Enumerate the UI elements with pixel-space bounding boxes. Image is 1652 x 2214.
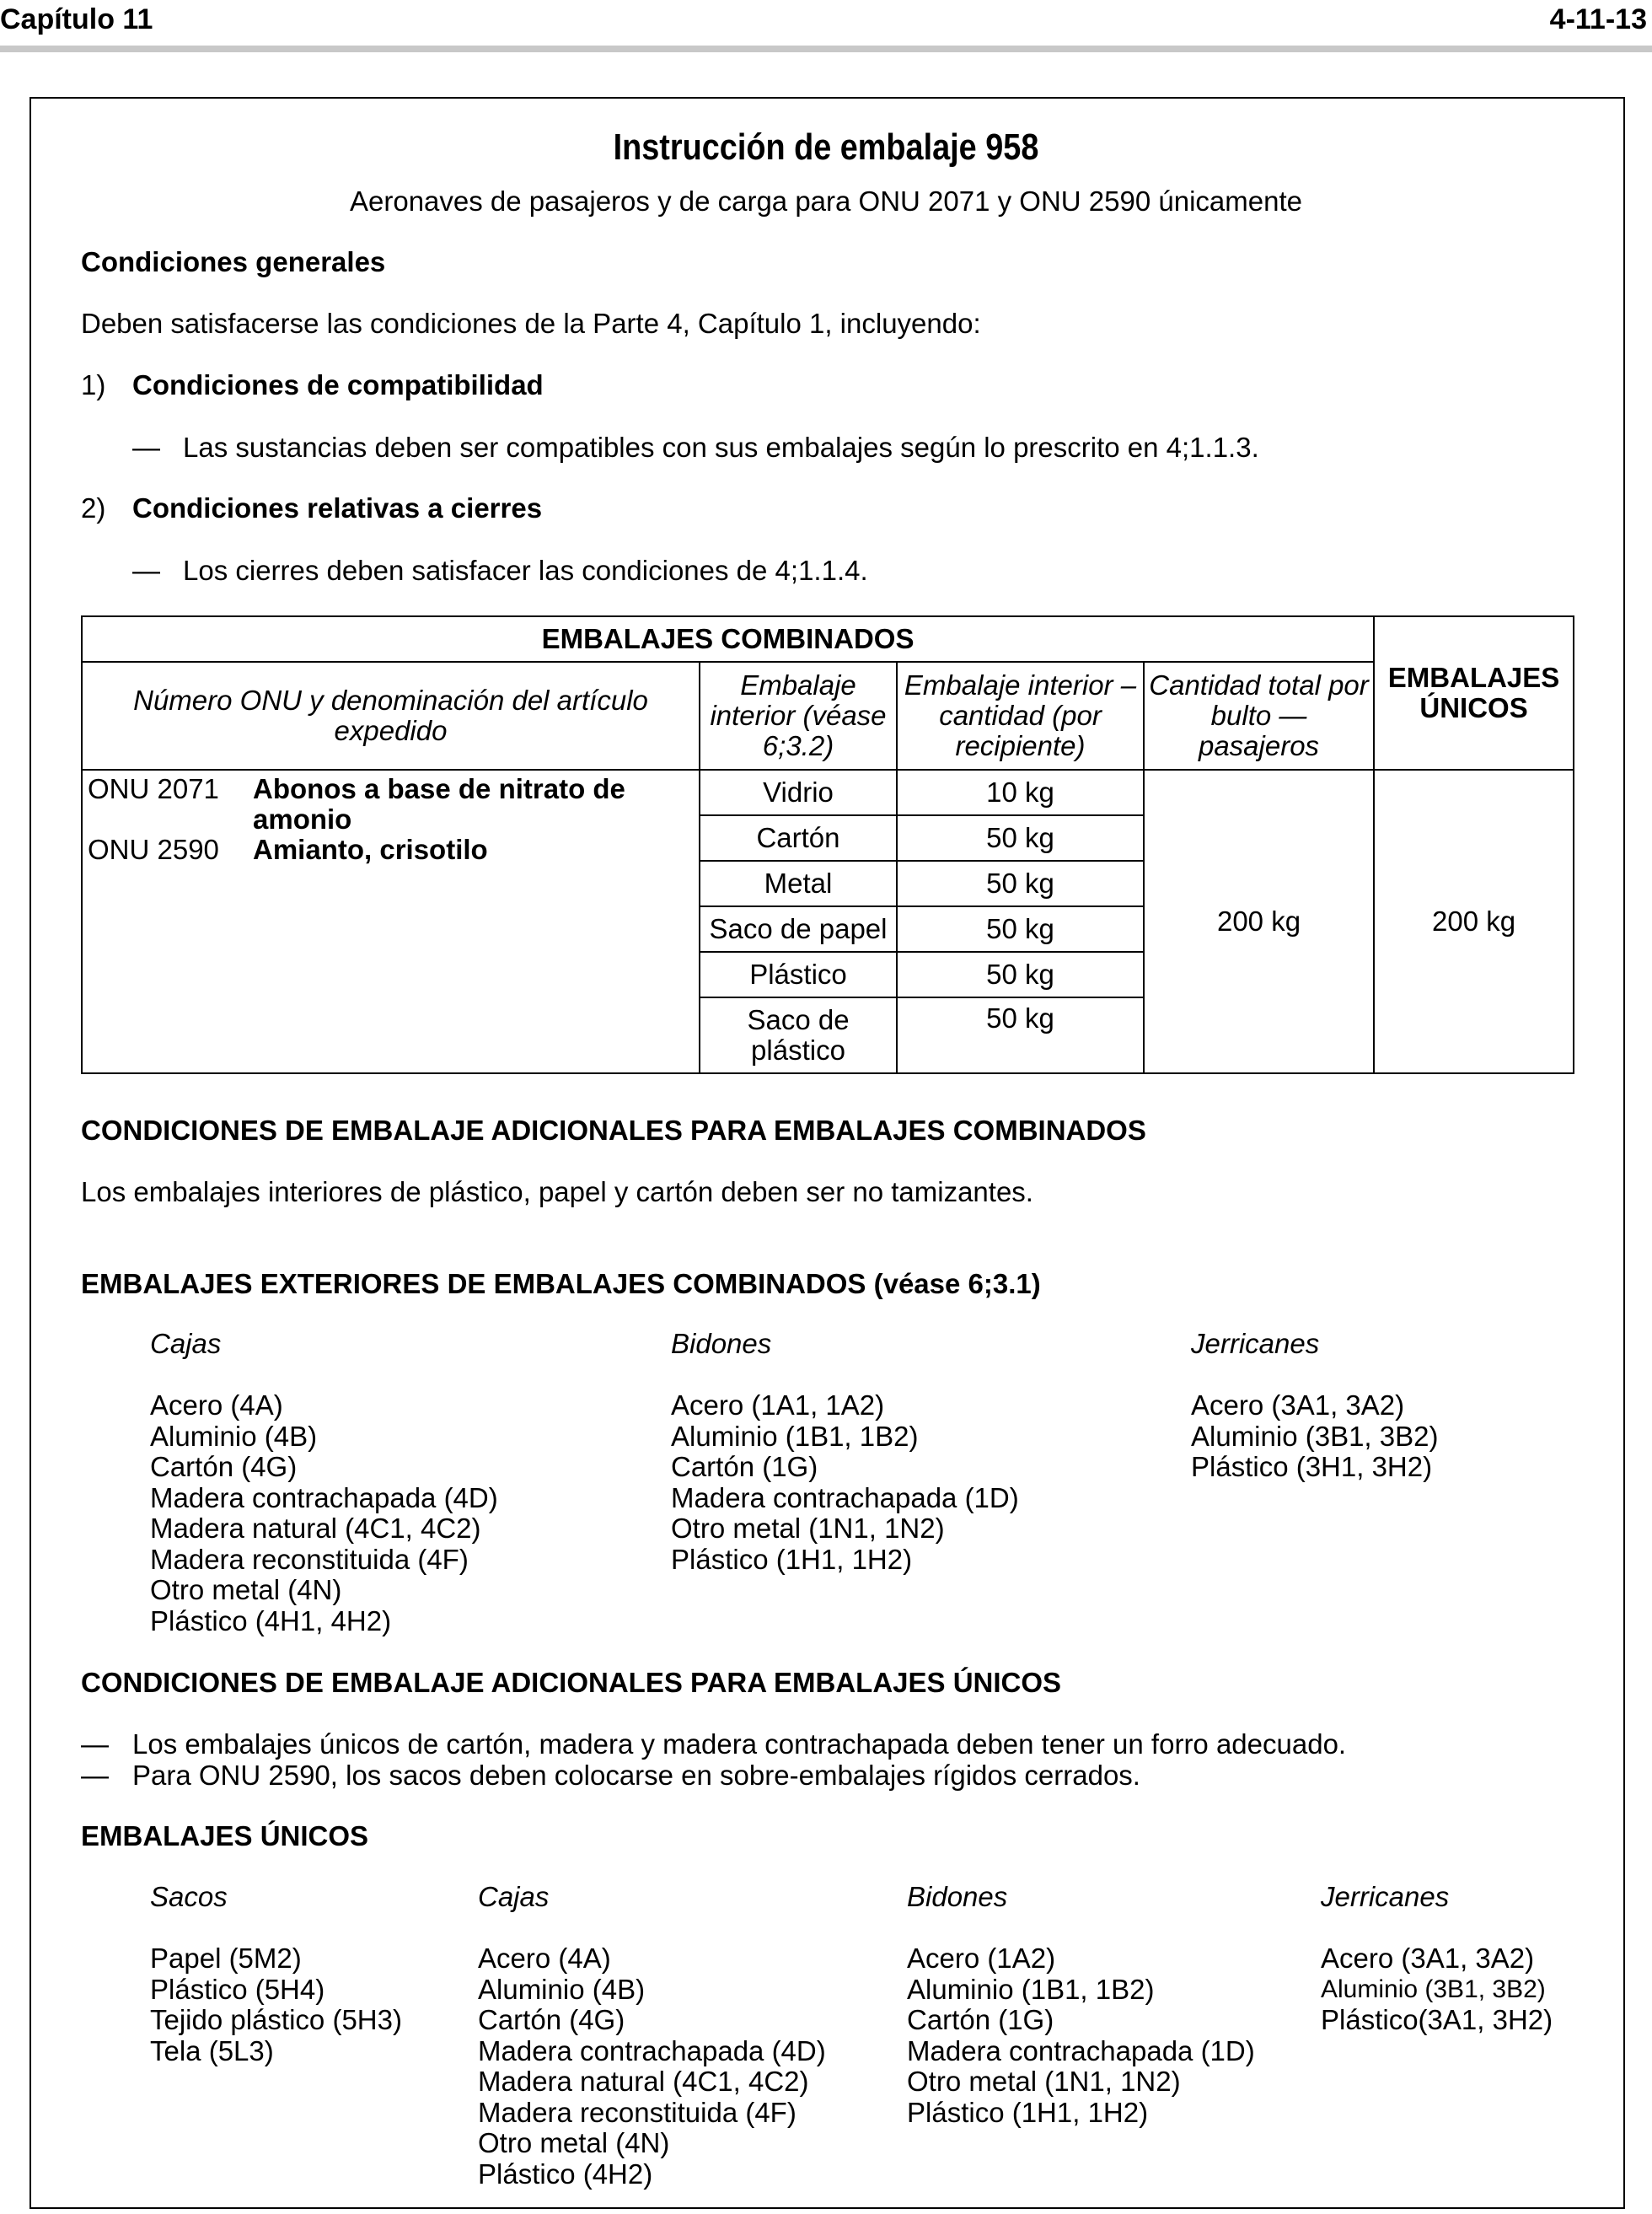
list-item: Aluminio (3B1, 3B2) [1191,1420,1439,1452]
col-un-header: Número ONU y denominación del artículo expedido [82,662,700,770]
page-number: 4-11-13 [1549,3,1647,35]
single-column-jerricans [1321,1882,1553,2036]
list-item: Acero (4A) [150,1389,283,1421]
column-title: Sacos [150,1881,228,1912]
list-item: Cartón (4G) [478,2004,625,2035]
list-item: Otro metal (4N) [150,1574,342,1605]
un-entries-cell [82,770,700,1073]
outer-packagings-heading: EMBALAJES EXTERIORES DE EMBALAJES COMBINADOS (véase 6;3.1) [81,1268,1041,1299]
proper-shipping-name: Amianto, crisotilo [253,834,488,865]
list-item: Plástico (1H1, 1H2) [671,1543,913,1575]
inner-packaging-cell: Vidrio [700,770,897,815]
list-item: Cartón (1G) [671,1451,818,1482]
additional-single-heading: CONDICIONES DE EMBALAJE ADICIONALES PARA EMBALAJES ÚNICOS [81,1667,1062,1698]
column-title: Bidones [671,1328,772,1359]
item-1-dash: — [132,432,160,463]
item-2-text: Los cierres deben satisfacer las condiciones de 4;1.1.4. [183,555,868,586]
column-title: Jerricanes [1191,1328,1320,1359]
outer-column-jerricans [1191,1329,1438,1483]
additional-single-text-1: Los embalajes únicos de cartón, madera y madera contrachapada deben tener un forro adecuado. [132,1728,1347,1760]
inner-qty-cell: 50 kg [897,815,1144,861]
inner-qty-cell: 50 kg [897,997,1144,1073]
list-item: Plástico (1H1, 1H2) [907,2096,1149,2128]
outer-column-boxes [150,1329,498,1636]
col-inner-header: Embalaje interior (véase 6;3.2) [700,662,897,770]
item-2-title: Condiciones relativas a cierres [132,492,543,524]
list-item: Otro metal (1N1, 1N2) [671,1513,945,1544]
inner-packaging-cell: Saco de plástico [700,997,897,1073]
item-1-text: Las sustancias deben ser compatibles con sus embalajes según lo prescrito en 4;1.1.3. [183,432,1259,463]
list-item: Aluminio (1B1, 1B2) [671,1420,919,1452]
inner-qty-cell: 10 kg [897,770,1144,815]
list-item: Acero (1A2) [907,1943,1056,1974]
proper-shipping-name: Abonos a base de nitrato de amonio [253,773,625,835]
single-column-boxes [478,1882,826,2190]
list-item: Plástico(3A1, 3H2) [1321,2004,1553,2035]
un-number: ONU 2590 [88,834,219,865]
additional-single-text-2: Para ONU 2590, los sacos deben colocarse en sobre-embalajes rígidos cerrados. [132,1760,1140,1791]
column-title: Jerricanes [1321,1881,1450,1912]
list-item: Plástico (5H4) [150,1973,325,2005]
col-total-header: Cantidad total por bulto — pasajeros [1144,662,1374,770]
column-title: Bidones [907,1881,1008,1912]
total-passengers-cell: 200 kg [1144,770,1374,1073]
inner-packaging-cell: Cartón [700,815,897,861]
inner-packaging-cell: Metal [700,861,897,906]
list-item: Madera contrachapada (4D) [478,2034,826,2066]
list-item: Madera contrachapada (1D) [907,2034,1255,2066]
page-title: Instrucción de embalaje 958 [613,126,1039,168]
header-divider [0,46,1652,52]
list-item: Madera reconstituida (4F) [150,1543,469,1575]
general-heading: Condiciones generales [81,246,386,277]
list-item: Aluminio (4B) [150,1420,318,1452]
single-packagings-header: EMBALAJES ÚNICOS [1374,616,1574,770]
list-item: Cartón (4G) [150,1451,298,1482]
single-qty-cell: 200 kg [1374,770,1574,1073]
list-item: Plástico (4H1, 4H2) [150,1604,392,1636]
list-item: Acero (3A1, 3A2) [1191,1389,1405,1421]
list-item: Madera contrachapada (4D) [150,1481,498,1513]
list-item: Madera natural (4C1, 4C2) [478,2066,809,2097]
list-item: Plástico (3H1, 3H2) [1191,1451,1433,1482]
list-item: Aluminio (1B1, 1B2) [907,1973,1155,2005]
item-2-dash: — [132,555,160,586]
inner-qty-cell: 50 kg [897,952,1144,997]
list-item: Madera natural (4C1, 4C2) [150,1513,481,1544]
page-subtitle: Aeronaves de pasajeros y de carga para ONU 2071 y ONU 2590 únicamente [350,185,1302,217]
packing-table [81,615,1574,1074]
inner-qty-cell: 50 kg [897,861,1144,906]
single-column-drums [907,1882,1255,2128]
outer-column-drums [671,1329,1019,1575]
list-item: Cartón (1G) [907,2004,1054,2035]
additional-single-dash-2: — [81,1760,109,1791]
list-item: Tela (5L3) [150,2034,274,2066]
inner-packaging-cell: Saco de papel [700,906,897,952]
general-intro: Deben satisfacerse las condiciones de la Parte 4, Capítulo 1, incluyendo: [81,308,981,339]
un-number: ONU 2071 [88,773,219,804]
list-item: Madera contrachapada (1D) [671,1481,1019,1513]
single-packagings-heading: EMBALAJES ÚNICOS [81,1820,369,1851]
list-item: Acero (1A1, 1A2) [671,1389,885,1421]
list-item: Acero (3A1, 3A2) [1321,1943,1535,1974]
inner-packaging-cell: Plástico [700,952,897,997]
list-item: Tejido plástico (5H3) [150,2004,402,2035]
list-item: Aluminio (4B) [478,1973,646,2005]
chapter-label: Capítulo 11 [0,3,153,35]
inner-qty-cell: 50 kg [897,906,1144,952]
list-item: Plástico (4H2) [478,2158,653,2190]
column-title: Cajas [478,1881,550,1912]
additional-combined-text: Los embalajes interiores de plástico, papel y cartón deben ser no tamizantes. [81,1176,1033,1207]
list-item: Aluminio (3B1, 3B2) [1321,1975,1546,2003]
column-title: Cajas [150,1328,222,1359]
single-column-bags [150,1882,402,2066]
list-item: Madera reconstituida (4F) [478,2096,796,2128]
additional-combined-heading: CONDICIONES DE EMBALAJE ADICIONALES PARA EMBALAJES COMBINADOS [81,1115,1146,1146]
list-item: Papel (5M2) [150,1943,302,1974]
additional-single-dash-1: — [81,1728,109,1760]
col-qty-header: Embalaje interior – cantidad (por recipiente) [897,662,1144,770]
item-1-number: 1) [81,369,106,400]
list-item: Otro metal (4N) [478,2127,670,2158]
list-item: Otro metal (1N1, 1N2) [907,2066,1181,2097]
item-1-title: Condiciones de compatibilidad [132,369,544,400]
combined-packagings-header: EMBALAJES COMBINADOS [82,616,1374,662]
item-2-number: 2) [81,492,106,524]
list-item: Acero (4A) [478,1943,611,1974]
